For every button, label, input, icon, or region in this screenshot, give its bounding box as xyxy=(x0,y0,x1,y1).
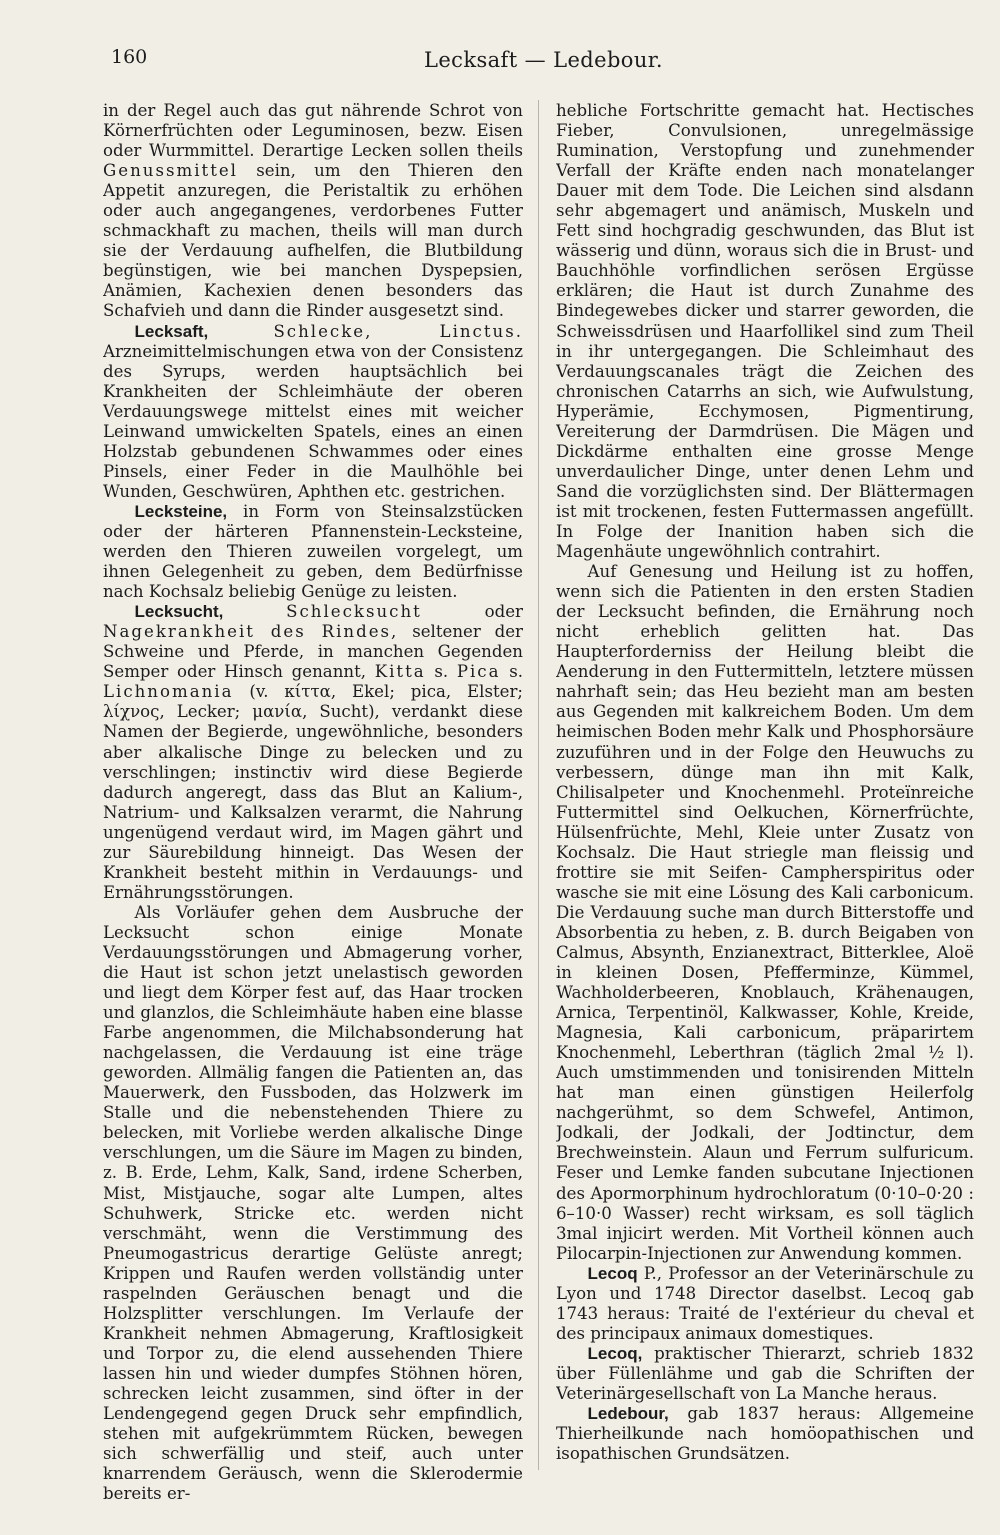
headword: Lecksucht, xyxy=(134,602,224,622)
left-column xyxy=(103,101,523,1504)
page-number: 160 xyxy=(111,46,148,68)
right-column xyxy=(556,101,974,1464)
entry-lecoq-professor: Lecoq P., Professor an der Veterinärschule zu Lyon und 1748 Director daselbst. Lecoq gab 1743 heraus: Traité de l'extérieur du cheval et des principaux animaux domestiques. xyxy=(556,1263,974,1343)
running-title: Lecksaft — Ledebour. xyxy=(424,48,663,72)
entry-lecksaft: Lecksaft, Schlecke, Linctus. Arzneimittelmischungen etwa von der Consistenz des Syrups, werden hauptsächlich bei Krankheiten der Schleimhäute der oberen Verdauungswege mittelst eines mit weicher Leinwand umwickelten Spatels, eines an einen Holzstab gebundenen Schwammes oder eines Pinsels, einer Feder in die Maulhöhle bei Wunden, Geschwüren, Aphthen etc. gestrichen. xyxy=(103,321,523,501)
paragraph-continuation: hebliche Fortschritte gemacht hat. Hectisches Fieber, Convulsionen, unregelmässige Rumination, Verstopfung und zunehmender Verfall der Kräfte enden nach monatelanger Dauer mit dem Tode. Die Leichen sind alsdann sehr abgemagert und anämisch, Muskeln und Fett sind hochgradig geschwunden, das Blut ist wässerig und dünn, woraus sich die in Brust- und Bauchhöhle vorfindlichen serösen Ergüsse erklären; die Haut ist durch Zunahme des Bindegewebes dicker und starrer geworden, die Schweissdrüsen und Haarfollikel sind zum Theil in ihr untergegangen. Die Schleimhaut des Verdauungscanales trägt die Zeichen des chronischen Catarrhs an sich, wie Aufwulstung, Hyperämie, Ecchymosen, Pigmentirung, Vereiterung der Darmdrüsen. Die Mägen und Dickdärme enthalten eine grosse Menge unverdaulicher Dinge, unter denen Lehm und Sand die vorzüglichsten sind. Der Blättermagen ist mit trockenen, festen Futtermassen angefüllt. In Folge der Inanition haben sich die Magenhäute ungewöhnlich contrahirt. xyxy=(556,101,974,562)
paragraph-intro: in der Regel auch das gut nährende Schrot von Körnerfrüchten oder Leguminosen, bezw. Eisen oder Wurmmittel. Derartige Lecken sollen theils Genussmittel sein, um den Thieren den Appetit anzuregen, die Peristaltik zu erhöhen oder auch angegangenes, verdorbenes Futter schmackhaft zu machen, theils will man durch sie der Verdauung aufhelfen, die Blutbildung begünstigen, wie bei manchen Dyspepsien, Anämien, Kachexien denen besonders das Schafvieh und dann die Rinder ausgesetzt sind. xyxy=(103,101,523,321)
headword: Lecksaft, xyxy=(134,321,209,341)
column-divider xyxy=(538,100,539,1470)
entry-lecksteine: Lecksteine, in Form von Steinsalzstücken oder der härteren Pfannenstein-Lecksteine, werden den Thieren zuweilen vorgelegt, um ihnen Gelegenheit zu geben, dem Bedürfnisse nach Kochsalz beliebig Genüge zu leisten. xyxy=(103,501,523,602)
headword: Lecksteine, xyxy=(134,501,228,521)
entry-lecksucht: Lecksucht, Schlecksucht oder Nagekrankheit des Rindes, seltener der Schweine und Pferde, in manchen Gegenden Semper oder Hinsch genannt, Kitta s. Pica s. Lichnomania (v. κίττα, Ekel; pica, Elster; λίχνος, Lecker; μανία, Sucht), verdankt diese Namen der Begierde, ungewöhnliche, besonders aber alkalische Dinge zu belecken und zu verschlingen; instinctiv wird diese Begierde dadurch angeregt, dass das Blut an Kalium-, Natrium- und Kalksalzen verarmt, die Nahrung ungenügend verdaut wird, im Magen gährt und zur Säurebildung hinneigt. Das Wesen der Krankheit besteht mithin in Verdauungs- und Ernährungsstörungen. xyxy=(103,602,523,902)
paragraph-vorlaeufer: Als Vorläufer gehen dem Ausbruche der Lecksucht schon einige Monate Verdauungsstörungen und Abmagerung vorher, die Haut ist schon jetzt unelastisch geworden und liegt dem Körper fest auf, das Haar trocken und glanzlos, die Schleimhäute haben eine blasse Farbe angenommen, die Milchabsonderung hat nachgelassen, die Verdauung ist eine träge geworden. Allmälig fangen die Patienten an, das Mauerwerk, den Fussboden, das Holzwerk im Stalle und die nebenstehenden Thiere zu belecken, mit Vorliebe werden alkalische Dinge verschlungen, um die Säure im Magen zu binden, z. B. Erde, Lehm, Kalk, Sand, irdene Scherben, Mist, Mistjauche, sogar alte Lumpen, altes Schuhwerk, Stricke etc. werden nicht verschmäht, wenn die Verstimmung des Pneumogastricus derartige Gelüste anregt; Krippen und Raufen werden vollständig unter raspelnden Geräuschen benagt und die Holzsplitter verschlungen. Im Verlaufe der Krankheit nehmen Abmagerung, Kraftlosigkeit und Torpor zu, die elend aussehenden Thiere lassen hin und wieder dumpfes Stöhnen hören, schrecken leicht zusammen, sind öfter in der Lendengegend gegen Druck sehr empfindlich, stehen mit aufgekrümmtem Rücken, bewegen sich schwerfällig und steif, auch unter knarrendem Geräusch, wenn die Sklerodermie bereits er- xyxy=(103,902,523,1504)
headword: Ledebour, xyxy=(587,1404,669,1424)
headword: Lecoq, xyxy=(587,1343,643,1363)
entry-lecoq-thierarzt: Lecoq, praktischer Thierarzt, schrieb 1832 über Füllenlähme und gab die Schriften der Veterinärgesellschaft von La Manche heraus. xyxy=(556,1343,974,1403)
paragraph-genesung: Auf Genesung und Heilung ist zu hoffen, wenn sich die Patienten in den ersten Stadien der Lecksucht befinden, die Ernährung noch nicht erheblich gelitten hat. Das Haupterforderniss der Heilung bleibt die Aenderung in den Futtermitteln, letztere müssen nahrhaft sein; das Heu bezieht man am besten aus Gegenden mit kalkreichem Boden. Um dem heimischen Boden mehr Kalk und Phosphorsäure zuzuführen und in der Folge den Heuwuchs zu verbessern, dünge man ihn mit Kalk, Chilisalpeter und Knochenmehl. Proteïnreiche Futtermittel sind Oelkuchen, Körnerfrüchte, Hülsenfrüchte, Mehl, Kleie unter Zusatz von Kochsalz. Die Haut striegle man fleissig und frottire sie mit Seifen- Campherspiritus oder wasche sie mit eine Lösung des Kali carbonicum. Die Verdauung suche man durch Bitterstoffe und Absorbentia zu heben, z. B. durch Beigaben von Calmus, Absynth, Enzianextract, Bitterklee, Aloë in kleinen Dosen, Pfefferminze, Kümmel, Wachholderbeeren, Knoblauch, Krähenaugen, Arnica, Terpentinöl, Kalkwasser, Kohle, Kreide, Magnesia, Kali carbonicum, präparirtem Knochenmehl, Leberthran (täglich 2mal ½ l). Auch umstimmenden und tonisirenden Mitteln hat man einen günstigen Heilerfolg nachgerühmt, so dem Schwefel, Antimon, Jodkali, der Jodkali, der Jodtinctur, dem Brechweinstein. Alaun und Ferrum sulfuricum. Feser und Lemke fanden subcutane Injectionen des Apormorphinum hydrochloratum (0·10–0·20 : 6–10·0 Wasser) recht wirksam, es soll täglich 3mal injicirt werden. Mit Vortheil können auch Pilocarpin-Injectionen zur Anwendung kommen. xyxy=(556,562,974,1263)
entry-ledebour: Ledebour, gab 1837 heraus: Allgemeine Thierheilkunde nach homöopathischen und isopathischen Grundsätzen. xyxy=(556,1404,974,1464)
headword: Lecoq xyxy=(587,1263,638,1283)
